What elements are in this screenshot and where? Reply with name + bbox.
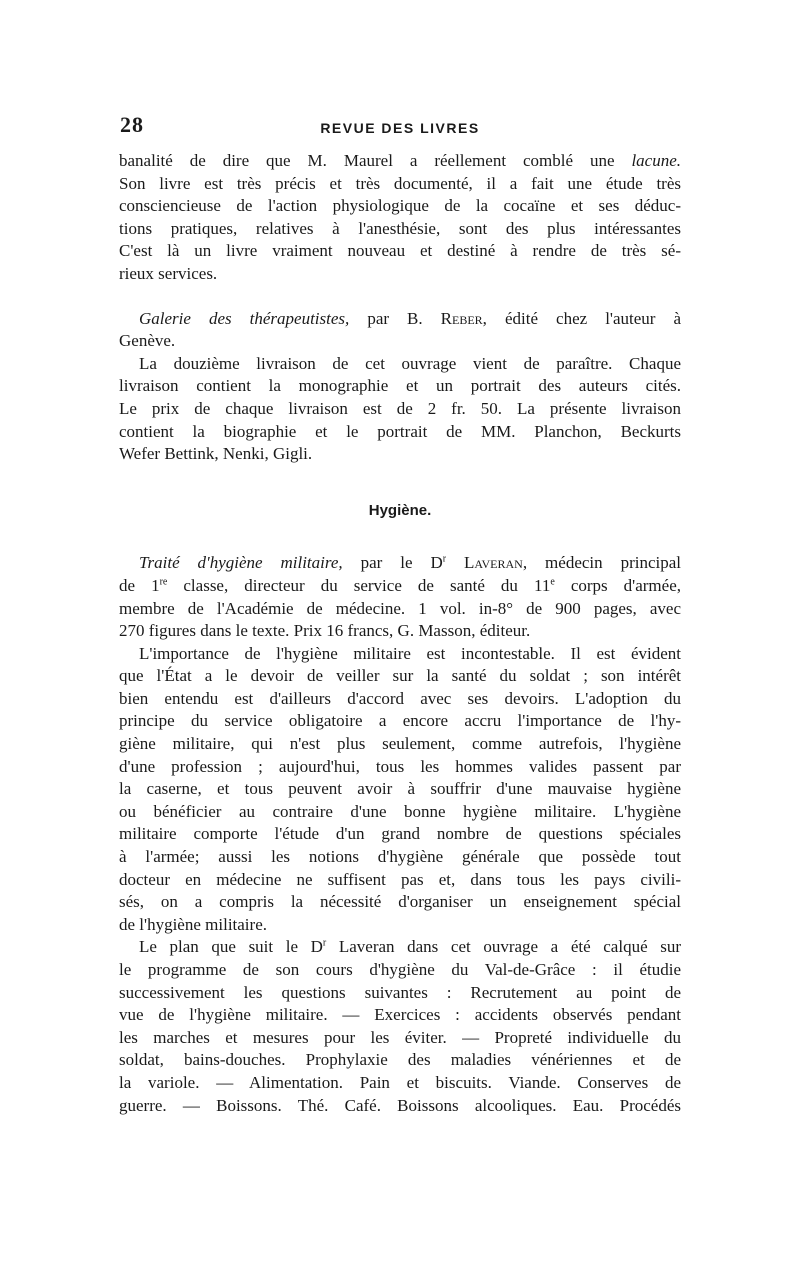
text-line: bien entendu est d'ailleurs d'accord avec ses devoirs. L'adoption du [119, 688, 681, 708]
running-title: REVUE DES LIVRES [320, 120, 480, 136]
text-line: consciencieuse de l'action physiologique de la cocaïne et ses déduc- [119, 196, 681, 216]
italic-word: lacune. [631, 151, 682, 170]
text-line: contient la biographie et le portrait de MM. Planchon, Beckurts [119, 421, 681, 441]
text-line: C'est là un livre vraiment nouveau et destiné à rendre de très sé- [119, 241, 681, 261]
text-line: soldat, bains-douches. Prophylaxie des maladies vénériennes et de [119, 1050, 681, 1070]
text-line: vue de l'hygiène militaire. — Exercices : accidents observés pendant [119, 1005, 681, 1025]
text-line: militaire comporte l'étude d'un grand nombre de questions spéciales [119, 824, 681, 844]
citation-line: de 1re classe, directeur du service de santé du 11e corps d'armée, [119, 575, 681, 595]
text-line: banalité de dire que M. Maurel a réellement comblé une lacune. [119, 151, 682, 170]
text-line: Wefer Bettink, Nenki, Gigli. [119, 444, 313, 464]
text-line: successivement les questions suivantes : Recrutement au point de [119, 982, 681, 1002]
text-line: La douzième livraison de cet ouvrage vient de paraître. Chaque [139, 353, 681, 373]
book-title: Galerie des thérapeutistes, [139, 308, 350, 328]
text-line: sés, on a compris la nécessité d'organiser un enseignement spécial [119, 892, 681, 912]
text-line: d'une profession ; aujourd'hui, tous les hommes valides passent par [119, 756, 681, 776]
citation-line: Genève. [119, 331, 176, 351]
text-line: livraison contient la monographie et un portrait des auteurs cités. [119, 376, 681, 396]
text-line: à l'armée; aussi les notions d'hygiène générale que possède tout [119, 847, 681, 867]
text-line: giène militaire, qui n'est plus seulement, comme autrefois, l'hygiène [119, 734, 681, 754]
author-name: Laveran, [464, 553, 528, 573]
text-line: Le prix de chaque livraison est de 2 fr. 50. La présente livraison [119, 398, 681, 418]
text-line: L'importance de l'hygiène militaire est incontestable. Il est évident [139, 643, 681, 663]
text-line: docteur en médecine ne suffisent pas et, dans tous les pays civili- [119, 869, 681, 889]
text-line: tions pratiques, relatives à l'anesthésie, sont des plus intéressantes [119, 218, 681, 238]
section-heading: Hygiène. [368, 501, 432, 519]
text-line: guerre. — Boissons. Thé. Café. Boissons alcooliques. Eau. Procédés [119, 1095, 681, 1115]
citation-line: Galerie des thérapeutistes, par B. Reber, édité chez l'auteur à [139, 308, 682, 328]
text-line: principe du service obligatoire a encore accru l'importance de l'hy- [119, 711, 681, 731]
text-line: la variole. — Alimentation. Pain et biscuits. Viande. Conserves de [119, 1072, 681, 1092]
text-line: de l'hygiène militaire. [119, 914, 267, 934]
text-line: rieux services. [119, 263, 218, 283]
author-name: Reber, [440, 308, 487, 328]
body-text [119, 150, 681, 1117]
text-line: le programme de son cours d'hygiène du Val-de-Grâce : il étudie [119, 960, 681, 979]
page-number: 28 [120, 112, 144, 137]
running-head [120, 112, 680, 144]
citation-line: Traité d'hygiène militaire, par le $D^r$ Laveran, médecin principal [139, 553, 681, 573]
citation-line: 270 figures dans le texte. Prix 16 francs, G. Masson, éditeur. [119, 621, 531, 641]
citation-line: membre de l'Académie de médecine. 1 vol. in-8° de 900 pages, avec [119, 598, 681, 618]
text-line: les marches et mesures pour les éviter. — Propreté individuelle du [119, 1027, 681, 1047]
book-title: Traité d'hygiène militaire, [139, 553, 343, 573]
text-line: la caserne, et tous peuvent avoir à souffrir d'une mauvaise hygiène [119, 779, 681, 799]
text-line: Son livre est très précis et très documenté, il a fait une étude très [119, 173, 681, 193]
text-line: Le plan que suit le $D^r$ Laveran dans cet ouvrage a été calqué sur [139, 937, 681, 957]
text-line: que l'État a le devoir de veiller sur la santé du soldat ; son intérêt [119, 666, 681, 686]
text-line: ou bénéficier au contraire d'une bonne hygiène militaire. L'hygiène [119, 801, 681, 821]
